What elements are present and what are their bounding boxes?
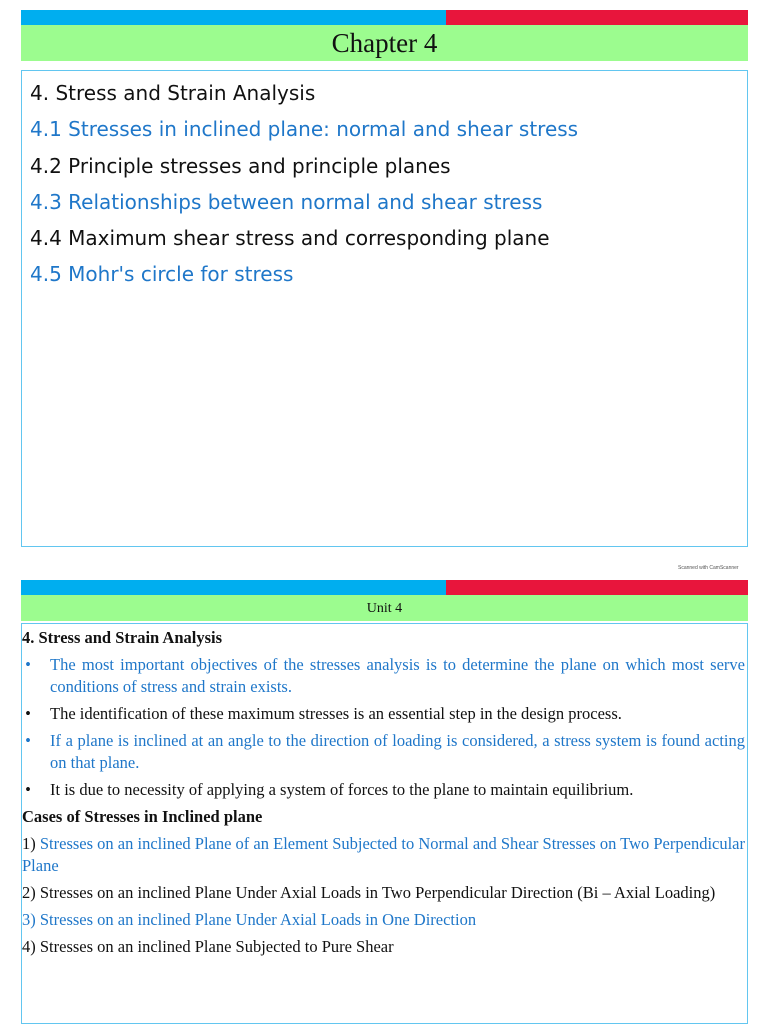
toc-item: 4.5 Mohr's circle for stress <box>30 262 294 287</box>
unit-content-box <box>21 623 748 1024</box>
bullet-item <box>22 779 745 801</box>
header-color-bar <box>21 580 748 595</box>
case-number: 1) <box>22 834 40 853</box>
case-item-3: 3) Stresses on an inclined Plane Under Axial Loads in One Direction <box>22 910 477 929</box>
objective-bullet-list <box>22 654 745 801</box>
color-bar-red-segment <box>446 580 748 595</box>
bullet-dot-icon: • <box>25 731 31 750</box>
chapter-toc-list <box>30 75 747 293</box>
color-bar-blue-segment <box>21 580 446 595</box>
case-item-2: 2) Stresses on an inclined Plane Under Axial Loads in Two Perpendicular Direction (Bi – Axial Loading) <box>22 883 716 902</box>
case-item-1 <box>22 833 745 877</box>
bullet-dot-icon: • <box>25 704 31 723</box>
bullet-dot-icon: • <box>25 655 31 674</box>
case-text: Stresses on an inclined Plane of an Element Subjected to Normal and Shear Stresses on Two Perpendicular Plane <box>22 834 746 875</box>
header-color-bar <box>21 10 748 25</box>
bullet-text: The most important objectives of the stresses analysis is to determine the plane on which most serve conditions of stress and strain exists. <box>50 655 745 696</box>
chapter-contents-box <box>21 70 748 547</box>
toc-item: 4.4 Maximum shear stress and corresponding plane <box>30 226 550 251</box>
color-bar-red-segment <box>446 10 748 25</box>
unit-slide <box>21 580 748 1024</box>
toc-item: 4.1 Stresses in inclined plane: normal and shear stress <box>30 117 579 142</box>
unit-title: Unit 4 <box>21 595 748 621</box>
chapter-slide <box>21 10 748 547</box>
toc-item: 4.3 Relationships between normal and shear stress <box>30 189 543 214</box>
color-bar-blue-segment <box>21 10 446 25</box>
bullet-text: If a plane is inclined at an angle to the direction of loading is considered, a stress system is found acting on that plane. <box>50 731 745 772</box>
bullet-text: It is due to necessity of applying a system of forces to the plane to maintain equilibrium. <box>50 780 634 799</box>
bullet-item <box>22 730 745 774</box>
scanner-footnote: Scanned with CamScanner <box>678 565 739 571</box>
section-heading: 4. Stress and Strain Analysis <box>22 628 223 647</box>
case-item-4: 4) Stresses on an inclined Plane Subjected to Pure Shear <box>22 937 394 956</box>
bullet-item <box>22 654 745 698</box>
toc-item: 4.2 Principle stresses and principle planes <box>30 153 451 178</box>
bullet-dot-icon: • <box>25 780 31 799</box>
toc-item: 4. Stress and Strain Analysis <box>30 81 316 105</box>
bullet-item <box>22 703 745 725</box>
chapter-title: Chapter 4 <box>21 25 748 61</box>
cases-heading: Cases of Stresses in Inclined plane <box>22 807 263 826</box>
bullet-text: The identification of these maximum stresses is an essential step in the design process. <box>50 704 622 723</box>
